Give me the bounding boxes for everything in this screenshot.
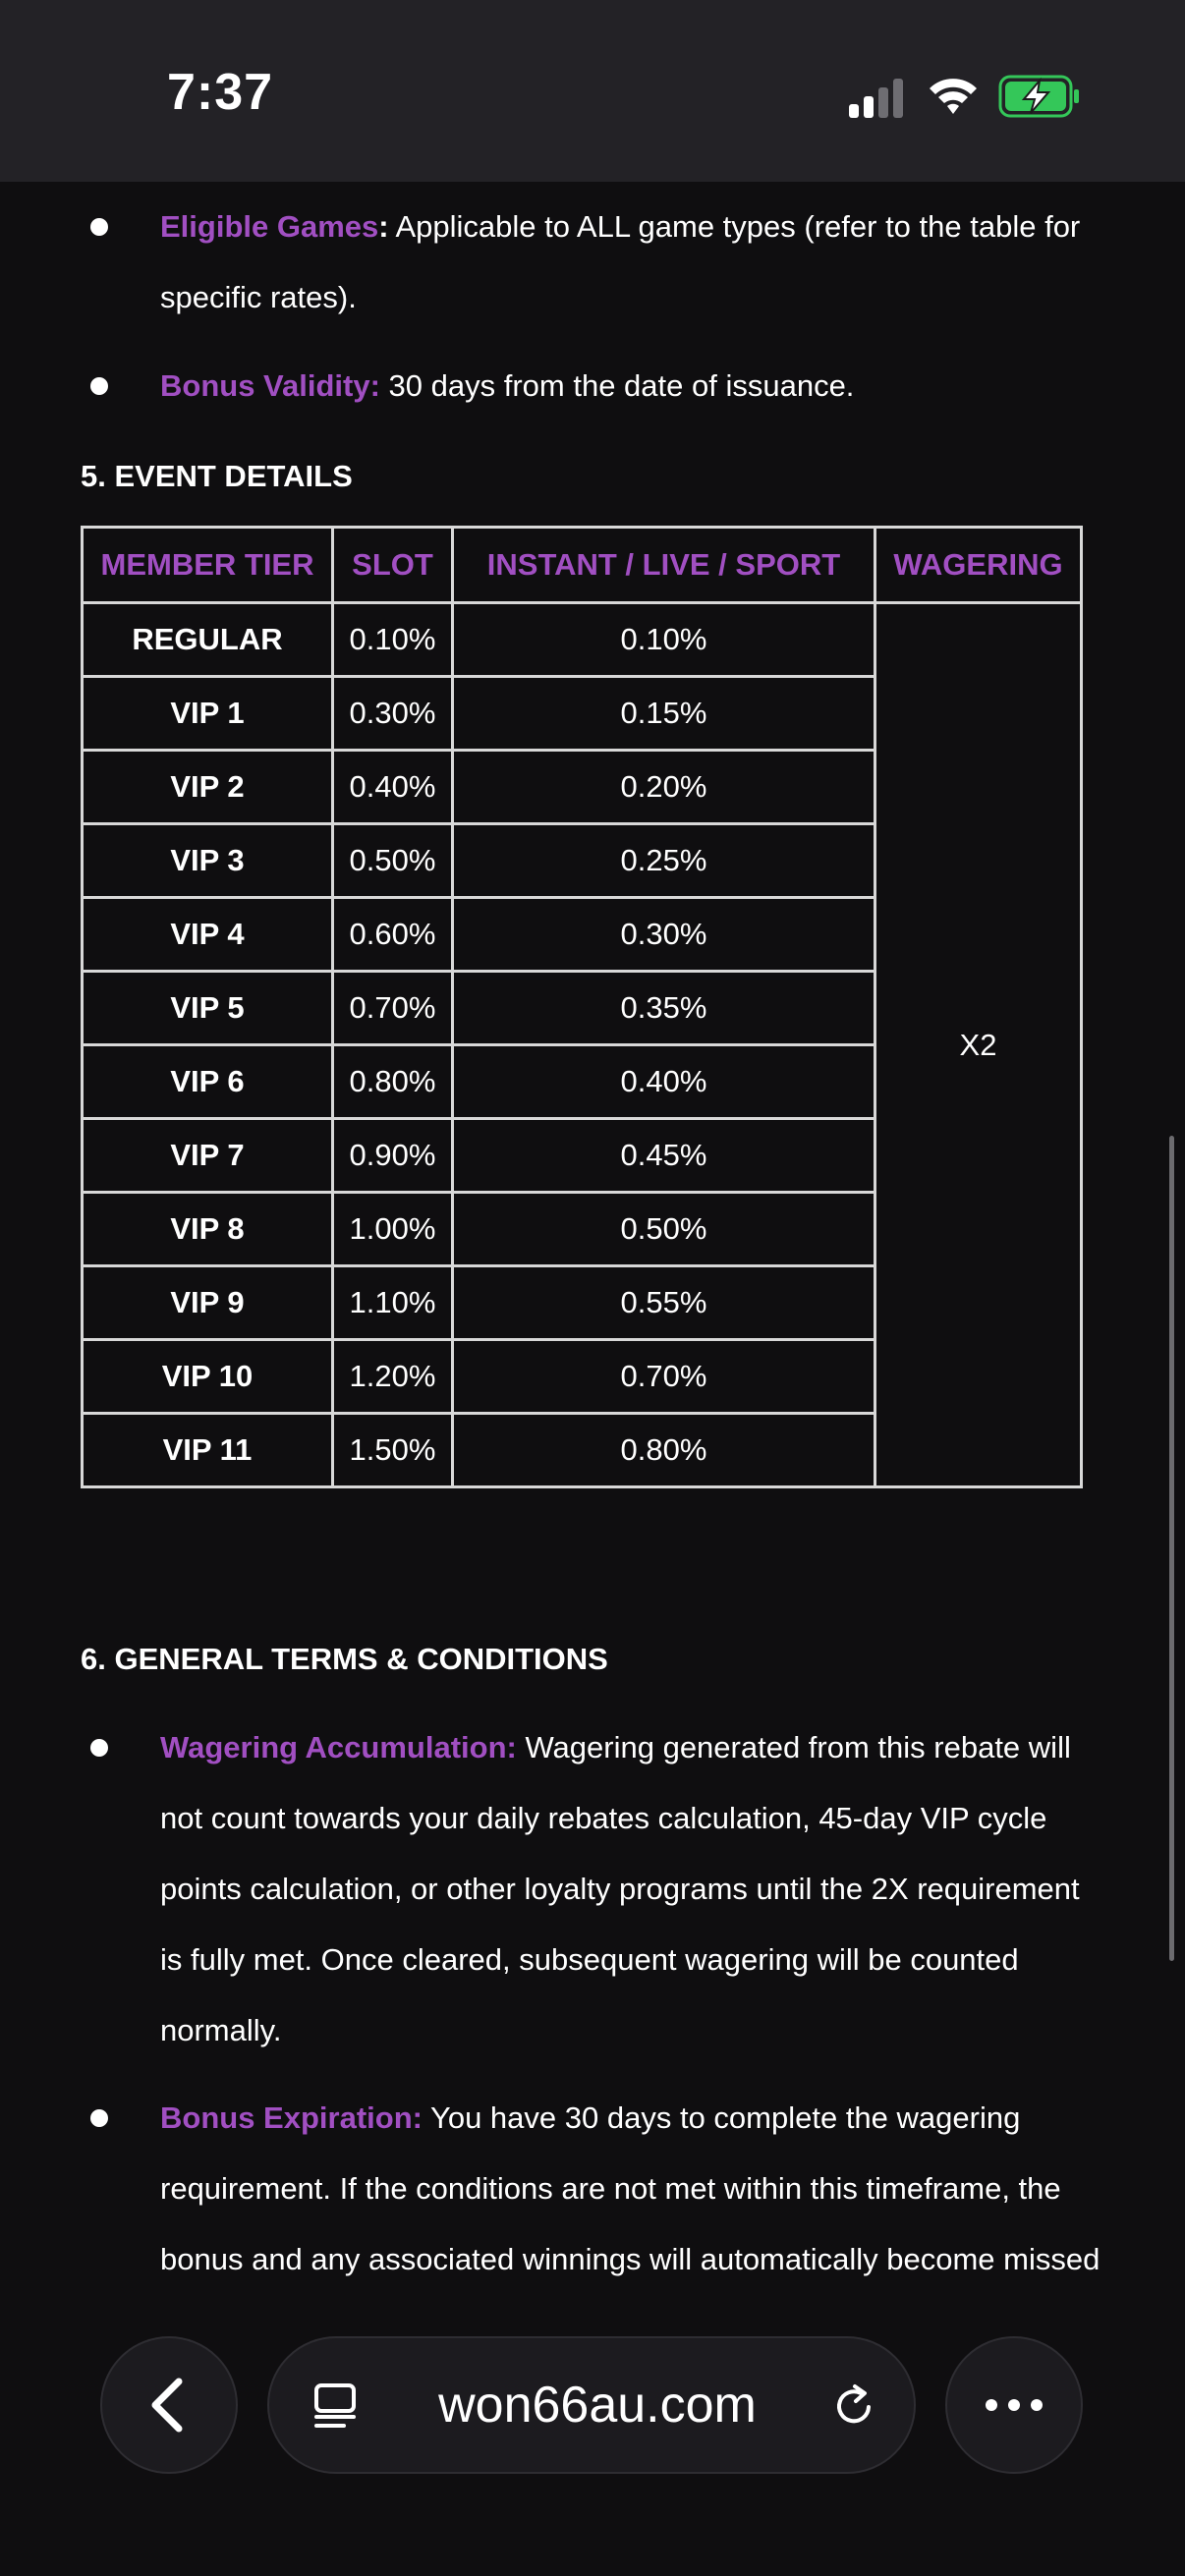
table-body [83,603,1082,1487]
slot-cell: 0.90% [333,1119,453,1193]
table-row [83,603,1082,677]
bonus-expiration-label: Bonus Expiration: [160,2100,423,2135]
header-wagering: WAGERING [875,528,1082,603]
scrollbar[interactable] [1169,1136,1174,1961]
tier-cell: VIP 3 [83,824,333,898]
more-button[interactable] [945,2336,1083,2474]
url-text[interactable]: won66au.com [438,2377,757,2434]
instant-live-sport-cell: 0.15% [453,677,875,751]
event-details-title: 5. EVENT DETAILS [81,459,353,493]
instant-live-sport-cell: 0.20% [453,751,875,824]
instant-live-sport-cell: 0.30% [453,898,875,972]
instant-live-sport-cell: 0.10% [453,603,875,677]
bullet [90,218,108,236]
wagering-accumulation-text: Wagering generated from this rebate will not count towards your daily rebates calculation, 45-day VIP cycle points calculation, or other loyalty programs until the 2X requirement is fully met. Once cleared, subsequent wagering will be counted normally. [160,1730,1080,2047]
bullet [90,1739,108,1757]
bullet [90,377,108,395]
back-button[interactable] [100,2336,238,2474]
header-instant-live-sport: INSTANT / LIVE / SPORT [453,528,875,603]
tier-cell: VIP 5 [83,972,333,1045]
slot-cell: 1.50% [333,1414,453,1487]
signal-icon [849,79,906,118]
slot-cell: 0.50% [333,824,453,898]
general-terms-title: 6. GENERAL TERMS & CONDITIONS [81,1642,608,1676]
slot-cell: 0.80% [333,1045,453,1119]
slot-cell: 1.20% [333,1340,453,1414]
eligible-games-text: Applicable to ALL game types (refer to the table for specific rates). [160,209,1081,314]
instant-live-sport-cell: 0.45% [453,1119,875,1193]
wifi-icon [928,75,979,116]
reader-icon[interactable] [310,2381,360,2431]
status-bar [0,0,1185,182]
table-header-row [83,528,1082,603]
address-bar[interactable] [267,2336,916,2474]
header-slot: SLOT [333,528,453,603]
status-time: 7:37 [167,64,274,121]
slot-cell: 0.70% [333,972,453,1045]
header-member-tier: MEMBER TIER [83,528,333,603]
bonus-validity-text: 30 days from the date of issuance. [379,368,855,403]
instant-live-sport-cell: 0.80% [453,1414,875,1487]
more-dots-icon [947,2338,1081,2472]
wagering-accumulation-label: Wagering Accumulation: [160,1730,517,1764]
tier-cell: REGULAR [83,603,333,677]
tier-cell: VIP 8 [83,1193,333,1266]
tier-cell: VIP 2 [83,751,333,824]
instant-live-sport-cell: 0.40% [453,1045,875,1119]
slot-cell: 0.30% [333,677,453,751]
instant-live-sport-cell: 0.70% [453,1340,875,1414]
slot-cell: 0.60% [333,898,453,972]
slot-cell: 1.00% [333,1193,453,1266]
tier-cell: VIP 1 [83,677,333,751]
instant-live-sport-cell: 0.25% [453,824,875,898]
instant-live-sport-cell: 0.50% [453,1193,875,1266]
wagering-cell: X2 [875,603,1082,1487]
tier-cell: VIP 9 [83,1266,333,1340]
slot-cell: 1.10% [333,1266,453,1340]
eligible-games-label: Eligible Games [160,209,379,244]
tier-cell: VIP 11 [83,1414,333,1487]
page-content: Eligible Games: Applicable to ALL game types (refer to the table for specific rates). Bonus Validity: 30 days from the date of issuance. 5. EVENT DETAILS MEMBER TIER SLOT INSTANT / LIVE / SPORT WAGERING REGULAR 0.10% 0.10% X2 VIP 1 0.30% 0.15% VIP 2 0.40% 0.20% VIP 3 0.50% 0.25% VIP 4 0.60% 0.30% VIP 5 0.70% 0.35% VIP 6 0.80% 0.40% VIP 7 0.90% 0.45% VIP 8 1.00% 0.50% VIP 9 1.10% 0.55% VIP 10 1.20% 0.70% VIP 11 1.50% 0.80% 6. GENERAL TERMS & CONDITIONS Wagering Accumulation: Wagering generated from this rebate will not count towards your daily rebates calculation, 45-day VIP cycle points calculation, or other loyalty programs until the 2X requirement is fully met. Once cleared, subsequent wagering will be counted normally. Bonus Expiration: You have 30 days to complete the wagering requirement. If the conditions are not met within this timeframe, the bonus and any associated winnings will automatically become missed [81,209,1100,2276]
back-chevron-icon [102,2338,236,2472]
instant-live-sport-cell: 0.55% [453,1266,875,1340]
bonus-expiration-text: You have 30 days to complete the wagering requirement. If the conditions are not met within this timeframe, the bonus and any associated winnings will automatically become missed [160,2100,1100,2276]
slot-cell: 0.10% [333,603,453,677]
battery-charging-icon [998,75,1081,118]
tier-cell: VIP 7 [83,1119,333,1193]
reload-icon[interactable] [829,2381,878,2431]
bullet [90,2109,108,2127]
tier-cell: VIP 10 [83,1340,333,1414]
instant-live-sport-cell: 0.35% [453,972,875,1045]
rebate-rates-table [81,526,1083,1488]
tier-cell: VIP 4 [83,898,333,972]
bonus-validity-label: Bonus Validity: [160,368,380,403]
tier-cell: VIP 6 [83,1045,333,1119]
slot-cell: 0.40% [333,751,453,824]
